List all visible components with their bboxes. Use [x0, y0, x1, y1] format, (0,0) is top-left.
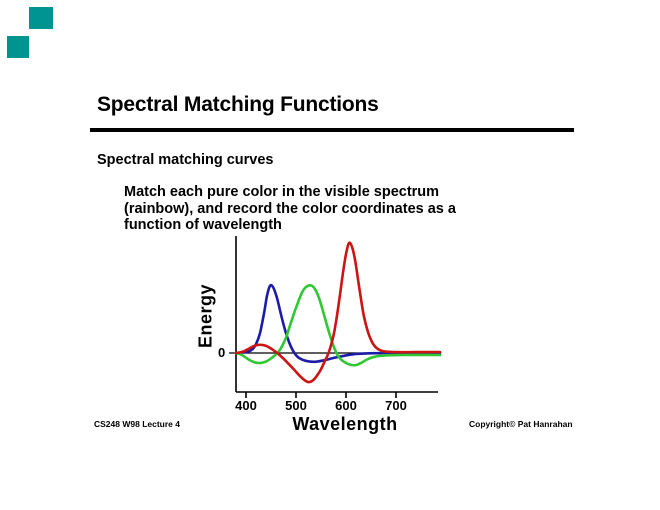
y-axis-label: Energy: [195, 283, 216, 349]
x-tick-label: 500: [285, 398, 307, 413]
footer-course-label: CS248 W98 Lecture 4: [94, 419, 180, 429]
slide-title: Spectral Matching Functions: [97, 93, 379, 116]
body-line-1: Match each pure color in the visible spectrum: [124, 184, 440, 200]
chart-curves: [236, 243, 440, 382]
x-tick-label: 400: [235, 398, 257, 413]
x-axis-tick-labels: [235, 398, 407, 413]
slide-subtitle: Spectral matching curves: [97, 152, 274, 168]
body-line-2: (rainbow), and record the color coordinates as a: [124, 200, 456, 217]
x-axis-ticks: [246, 392, 396, 398]
x-axis-label: Wavelength: [292, 414, 398, 434]
blue-matching-curve: [236, 285, 440, 362]
x-tick-label: 600: [335, 398, 357, 413]
body-line-3: function of wavelength: [124, 217, 282, 233]
y-zero-label: 0: [218, 345, 226, 360]
x-tick-label: 700: [385, 398, 407, 413]
footer-copyright: Copyright© Pat Hanrahan: [469, 419, 573, 429]
